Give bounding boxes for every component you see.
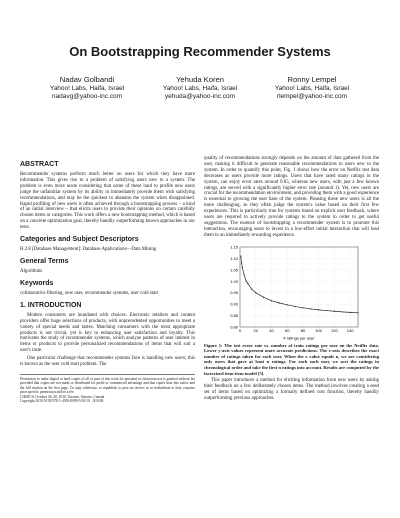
data-point [333,310,334,311]
right-column [204,156,379,404]
figure-caption: Figure 1: The test error rate vs. number of train ratings per user on the Netflix data. Lower y-axis values represent more accurate predictions. The x-axis describes the exact number of ratings taken for each user. When the x value equals n, we are considering only users that gave at least n ratings. For each such user, we sort the ratings in chronological order and take the first n ratings into account. Results are computed by the factorized item-item model [5]. [204,342,379,376]
author-block [27,75,147,101]
y-tick-label: 1.10 [229,255,238,261]
data-point [325,310,326,311]
author-email: yehuda@yahoo-inc.com [164,93,236,100]
error-rate-chart [222,243,362,341]
x-tick-label: 0 [238,327,241,333]
x-tick-label: 80 [300,327,305,333]
author-email: nadavg@yahoo-inc.com [51,93,123,100]
data-point [341,311,342,312]
keywords-heading: Keywords [20,279,54,287]
categories-text: H.2.8 [Database Management]: Database Applications—Data Mining [20,247,157,253]
y-tick-label: 1.00 [229,278,238,284]
data-point [247,283,248,284]
categories-heading: Categories and Subject Descriptors [20,236,139,244]
abstract-text: Recommender systems perform much better on users for which they have more information. This gives rise to a problem of satisfying users new to a system. The problem is even more acute considering that some of these hard to profile new users judge the unfamiliar system by its ability to immediately provide them with satisfying recommendations, and may be the quickest to abandon the system when disappointed. Rapid profiling of new users is often achieved through a bootstrapping process – a kind of an initial interview – that elicits users to provide their opinions on certain carefully chosen items or categories. This work offers a new bootstrapping method, which is based on a concrete optimization goal, thereby handily outperforming known approaches in our tests. [20,172,195,231]
intro-paragraph: One particular challenge that recommender systems face is handling new users; this is known as the user cold start problem. The [20,356,195,368]
x-tick-label: 140 [346,327,353,333]
data-point [243,274,244,275]
data-point [245,280,246,281]
data-point [318,309,319,310]
y-tick-label: 1.05 [229,267,238,273]
author-name: Yehuda Koren [176,75,224,84]
author-name: Ronny Lempel [287,75,337,84]
permission-notice: Permission to make digital or hard copies of all or part of this work for personal or classroom use is granted without fee provided that copies are not made or distributed for profit or commercial advantage and that copies bear this notice and the full citation on the first page. To copy otherwise, to republish, to post on servers or to redistribute to lists, requires prior specific permission and/or a fee. [20,376,195,395]
keywords-text: collaborative filtering, new user, recommender systems, user cold start [20,290,159,296]
author-block [252,75,372,101]
abstract-heading: ABSTRACT [20,161,59,168]
data-point [251,288,252,289]
author-affiliation: Yahoo! Labs, Haifa, Israel [162,85,238,92]
intro-paragraph: Modern consumers are inundated with choices. Electronic retailers and content providers offer huge selections of products, with unprecedented opportunities to meet a variety of special needs and tastes. Matching consumers with the most appropriate products is not trivial, yet is key to enhancing user satisfaction and loyalty. This motivates the study of recommender systems, which analyze patterns of user interest in items or products to provide personalized recommendations of items that will suit a user's taste. [20,312,195,354]
paper-title: On Bootstrapping Recommender Systems [69,44,331,59]
x-tick-label: 60 [284,327,289,333]
y-tick-label: 0.95 [229,289,238,295]
x-tick-label: 100 [314,327,322,333]
x-tick-label: 120 [330,327,338,333]
data-point [294,306,295,307]
data-point [240,255,241,256]
x-axis-label: # ratings per user [282,335,315,341]
general-terms-heading: General Terms [20,257,69,265]
data-point [310,308,311,309]
y-tick-label: 0.90 [229,301,238,307]
x-tick-label: 20 [253,327,258,333]
body-paragraph: This paper introduces a method for eliciting information from new users by asking their feedback on a few deliberately chosen items. The method involves creating a seed set of items based on optimizing a formally defined cost function, thereby handily outperforming previous approaches. [204,378,379,401]
y-tick-label: 0.80 [229,324,238,330]
author-affiliation: Yahoo! Labs, Haifa, Israel [274,85,350,92]
data-point [286,304,287,305]
data-point [349,311,350,312]
data-point [270,300,271,301]
author-email: rlempel@yahoo-inc.com [276,93,348,100]
data-point [255,292,256,293]
data-point [278,302,279,303]
author-affiliation: Yahoo! Labs, Haifa, Israel [49,85,125,92]
left-column [20,156,195,403]
conference-line: CIKM'10, October 26–30, 2010, Toronto, Ontario, Canada. [20,394,106,399]
y-tick-label: 0.85 [229,312,238,318]
y-tick-label: 1.15 [229,244,238,250]
x-tick-label: 40 [268,327,274,333]
author-block [140,75,260,101]
copyright-line: Copyright 2010 ACM 978-1-4503-0099-5/10/10 ...$10.00. [20,398,105,403]
general-terms-text: Algorithms [20,268,43,274]
body-paragraph: quality of recommendations strongly depends on the amount of data gathered from the user, making it difficult to generate reasonable recommendations to users new to the system. In order to quantify this point, Fig. 1 shows how the error on Netflix test data decreases as users provide more ratings. Users that have rated many ratings in the system, can enjoy error rates around 0.85, whereas new users, with just a few known ratings, are served with a significantly higher error rate (around 1). Yet, new users are crucial for the recommendation environment, and providing them with a good experience is essential to growing the user base of the system. Pleasing these new users is all the more challenging, as they often judge the system's value based on their first few experiences. This is particularly true for systems based on explicit user feedback, where users are required to actively provide ratings to the system in order to get useful suggestions. The essence of bootstrapping a recommender system is to promote this interaction, encouraging users to invest in a low-effort initial interaction that will lead them to an immediately rewarding experience. [204,156,379,238]
author-name: Nadav Golbandi [59,75,115,84]
data-point [241,267,242,268]
copyright-footnote [20,374,195,403]
introduction-heading: 1. INTRODUCTION [20,301,82,309]
data-point [302,307,303,308]
plot-area [240,247,358,327]
data-point [357,312,358,313]
data-point [240,262,241,263]
data-point [263,296,264,297]
